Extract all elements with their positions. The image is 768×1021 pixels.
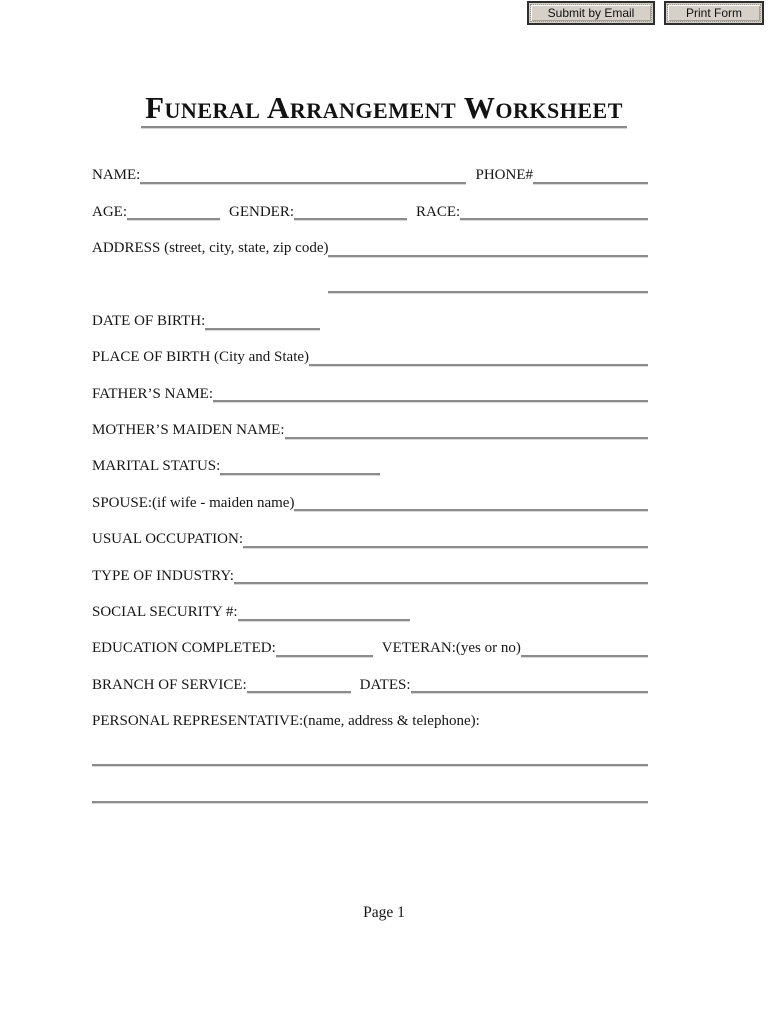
field-line[interactable]	[328, 255, 648, 257]
field-line[interactable]	[140, 182, 466, 184]
print-form-button[interactable]	[664, 1, 764, 25]
form-row	[92, 367, 648, 403]
field-label: RACE:	[416, 203, 461, 220]
form-row	[92, 440, 648, 476]
field-label: AGE:	[92, 203, 127, 220]
field-label: NAME:	[92, 167, 141, 184]
form-row	[92, 258, 648, 294]
form-row	[92, 585, 648, 621]
field-label: MARITAL STATUS:	[92, 458, 221, 475]
field-line[interactable]	[411, 691, 648, 693]
field-label: SPOUSE:(if wife - maiden name)	[92, 494, 295, 511]
form-row	[92, 767, 648, 803]
field-line[interactable]	[220, 473, 380, 475]
form-row	[92, 622, 648, 658]
field-label: TYPE OF INDUSTRY:	[92, 567, 234, 584]
field-line[interactable]	[460, 218, 648, 220]
field-label: ADDRESS (street, city, state, zip code)	[92, 240, 329, 257]
field-line[interactable]	[294, 509, 648, 511]
form-row	[92, 731, 648, 767]
form-rows	[92, 149, 648, 804]
field-label: FATHER’S NAME:	[92, 385, 213, 402]
submit-by-email-label: Submit by Email	[530, 4, 652, 22]
form-row	[92, 221, 648, 257]
field-line[interactable]	[294, 218, 407, 220]
field-label: DATE OF BIRTH:	[92, 312, 206, 329]
form-row	[92, 403, 648, 439]
form-row	[92, 549, 648, 585]
field-label: GENDER:	[229, 203, 294, 220]
field-line[interactable]	[247, 691, 351, 693]
form-row	[92, 294, 648, 330]
field-label: PERSONAL REPRESENTATIVE:(name, address & telephone):	[92, 713, 480, 730]
field-label: DATES:	[359, 676, 411, 693]
field-line[interactable]	[328, 291, 648, 293]
form-row	[92, 512, 648, 548]
field-line[interactable]	[92, 764, 648, 766]
submit-by-email-button[interactable]	[527, 1, 655, 25]
field-line[interactable]	[521, 655, 648, 657]
field-line[interactable]	[127, 218, 220, 220]
form-row	[92, 658, 648, 694]
field-line[interactable]	[243, 546, 648, 548]
print-form-label: Print Form	[667, 4, 761, 22]
field-line[interactable]	[205, 328, 320, 330]
field-line[interactable]	[238, 619, 410, 621]
field-label: BRANCH OF SERVICE:	[92, 676, 247, 693]
form-row	[92, 185, 648, 221]
field-line[interactable]	[234, 582, 648, 584]
field-line[interactable]	[276, 655, 373, 657]
field-label: VETERAN:(yes or no)	[381, 640, 521, 657]
field-line[interactable]	[213, 400, 648, 402]
page-number: Page 1	[363, 904, 405, 921]
form-row	[92, 694, 648, 730]
field-label: MOTHER’S MAIDEN NAME:	[92, 421, 285, 438]
form-row	[92, 149, 648, 185]
field-label: PLACE OF BIRTH (City and State)	[92, 349, 310, 366]
form-row	[92, 331, 648, 367]
field-line[interactable]	[285, 437, 649, 439]
field-label: SOCIAL SECURITY #:	[92, 603, 238, 620]
field-line[interactable]	[92, 801, 648, 803]
field-line[interactable]	[533, 182, 648, 184]
form-row	[92, 476, 648, 512]
field-label: USUAL OCCUPATION:	[92, 531, 243, 548]
field-label: PHONE#	[475, 167, 533, 184]
field-line[interactable]	[309, 364, 648, 366]
toolbar	[527, 1, 764, 25]
page-title: Funeral Arrangement Worksheet	[141, 92, 627, 128]
field-label: EDUCATION COMPLETED:	[92, 640, 276, 657]
